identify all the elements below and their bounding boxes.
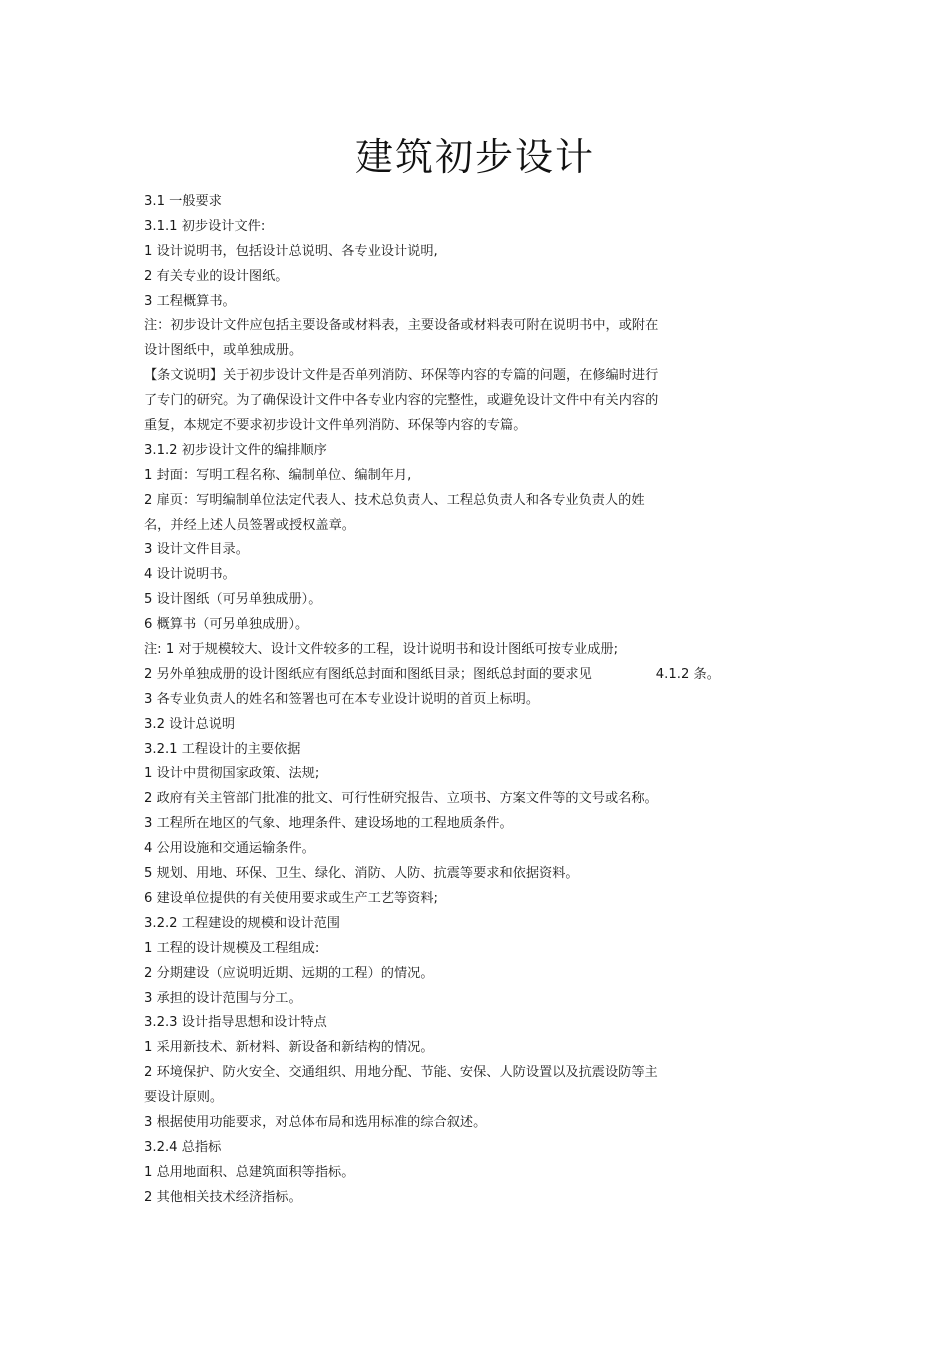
paragraph-line: 1 工程的设计规模及工程组成:: [144, 940, 320, 956]
paragraph-line: 3 设计文件目录。: [144, 542, 249, 558]
note-text: 2 另外单独成册的设计图纸应有图纸总封面和图纸目录；图纸总封面的要求见: [144, 666, 592, 682]
paragraph-line: 1 设计说明书，包括设计总说明、各专业设计说明,: [144, 243, 438, 259]
paragraph-line: 4 设计说明书。: [144, 567, 236, 583]
document-body: [144, 190, 844, 1211]
heading-3-2-1: 3.2.1 工程设计的主要依据: [144, 741, 301, 757]
note-line: 注: 1 对于规模较大、设计文件较多的工程，设计说明书和设计图纸可按专业成册;: [144, 642, 619, 658]
paragraph-line: 2 分期建设（应说明近期、远期的工程）的情况。: [144, 965, 434, 981]
clause-reference: 4.1.2 条。: [655, 666, 720, 682]
explanation-line: 了专门的研究。为了确保设计文件中各专业内容的完整性，或避免设计文件中有关内容的: [144, 393, 659, 409]
paragraph-line: 3 承担的设计范围与分工。: [144, 990, 302, 1006]
paragraph-line: 3 根据使用功能要求，对总体布局和选用标准的综合叙述。: [144, 1114, 487, 1130]
paragraph-line: 3 工程概算书。: [144, 293, 236, 309]
heading-3-1: 3.1 一般要求: [144, 194, 222, 209]
paragraph-line: 3 工程所在地区的气象、地理条件、建设场地的工程地质条件。: [144, 816, 513, 832]
heading-3-2-4: 3.2.4 总指标: [144, 1139, 222, 1155]
paragraph-line: 2 环境保护、防火安全、交通组织、用地分配、节能、安保、人防设置以及抗震设防等主: [144, 1065, 658, 1081]
heading-3-2: 3.2 设计总说明: [144, 716, 236, 732]
paragraph-line: 1 设计中贯彻国家政策、法规;: [144, 766, 320, 782]
explanation-line: 重复，本规定不要求初步设计文件单列消防、环保等内容的专篇。: [144, 418, 527, 434]
paragraph-line: 名，并经上述人员签署或授权盖章。: [144, 517, 355, 533]
paragraph-line: 1 总用地面积、总建筑面积等指标。: [144, 1164, 355, 1180]
note-line-with-ref: [144, 663, 844, 688]
note-line: 设计图纸中，或单独成册。: [144, 343, 303, 359]
explanation-line: 【条文说明】关于初步设计文件是否单列消防、环保等内容的专篇的问题，在修编时进行: [144, 368, 659, 384]
heading-3-2-2: 3.2.2 工程建设的规模和设计范围: [144, 915, 340, 931]
heading-3-1-2: 3.1.2 初步设计文件的编排顺序: [144, 442, 327, 458]
paragraph-line: 2 其他相关技术经济指标。: [144, 1189, 302, 1205]
paragraph-line: 6 建设单位提供的有关使用要求或生产工艺等资料;: [144, 890, 438, 906]
paragraph-line: 2 有关专业的设计图纸。: [144, 268, 289, 284]
note-line: 注：初步设计文件应包括主要设备或材料表，主要设备或材料表可附在说明书中，或附在: [144, 318, 659, 334]
paragraph-line: 2 政府有关主管部门批准的批文、可行性研究报告、立项书、方案文件等的文号或名称。: [144, 791, 658, 807]
paragraph-line: 5 设计图纸（可另单独成册）。: [144, 592, 322, 608]
paragraph-line: 1 封面：写明工程名称、编制单位、编制年月,: [144, 467, 412, 483]
paragraph-line: 6 概算书（可另单独成册）。: [144, 617, 309, 633]
paragraph-line: 要设计原则。: [144, 1090, 224, 1106]
paragraph-line: 4 公用设施和交通运输条件。: [144, 841, 315, 857]
note-line: 3 各专业负责人的姓名和签署也可在本专业设计说明的首页上标明。: [144, 691, 540, 707]
paragraph-line: 1 采用新技术、新材料、新设备和新结构的情况。: [144, 1040, 434, 1056]
heading-3-2-3: 3.2.3 设计指导思想和设计特点: [144, 1015, 327, 1031]
paragraph-line: 2 扉页：写明编制单位法定代表人、技术总负责人、工程总负责人和各专业负责人的姓: [144, 492, 645, 508]
document-title: 建筑初步设计: [354, 135, 595, 179]
heading-3-1-1: 3.1.1 初步设计文件:: [144, 218, 266, 234]
paragraph-line: 5 规划、用地、环保、卫生、绿化、消防、人防、抗震等要求和依据资料。: [144, 866, 579, 882]
